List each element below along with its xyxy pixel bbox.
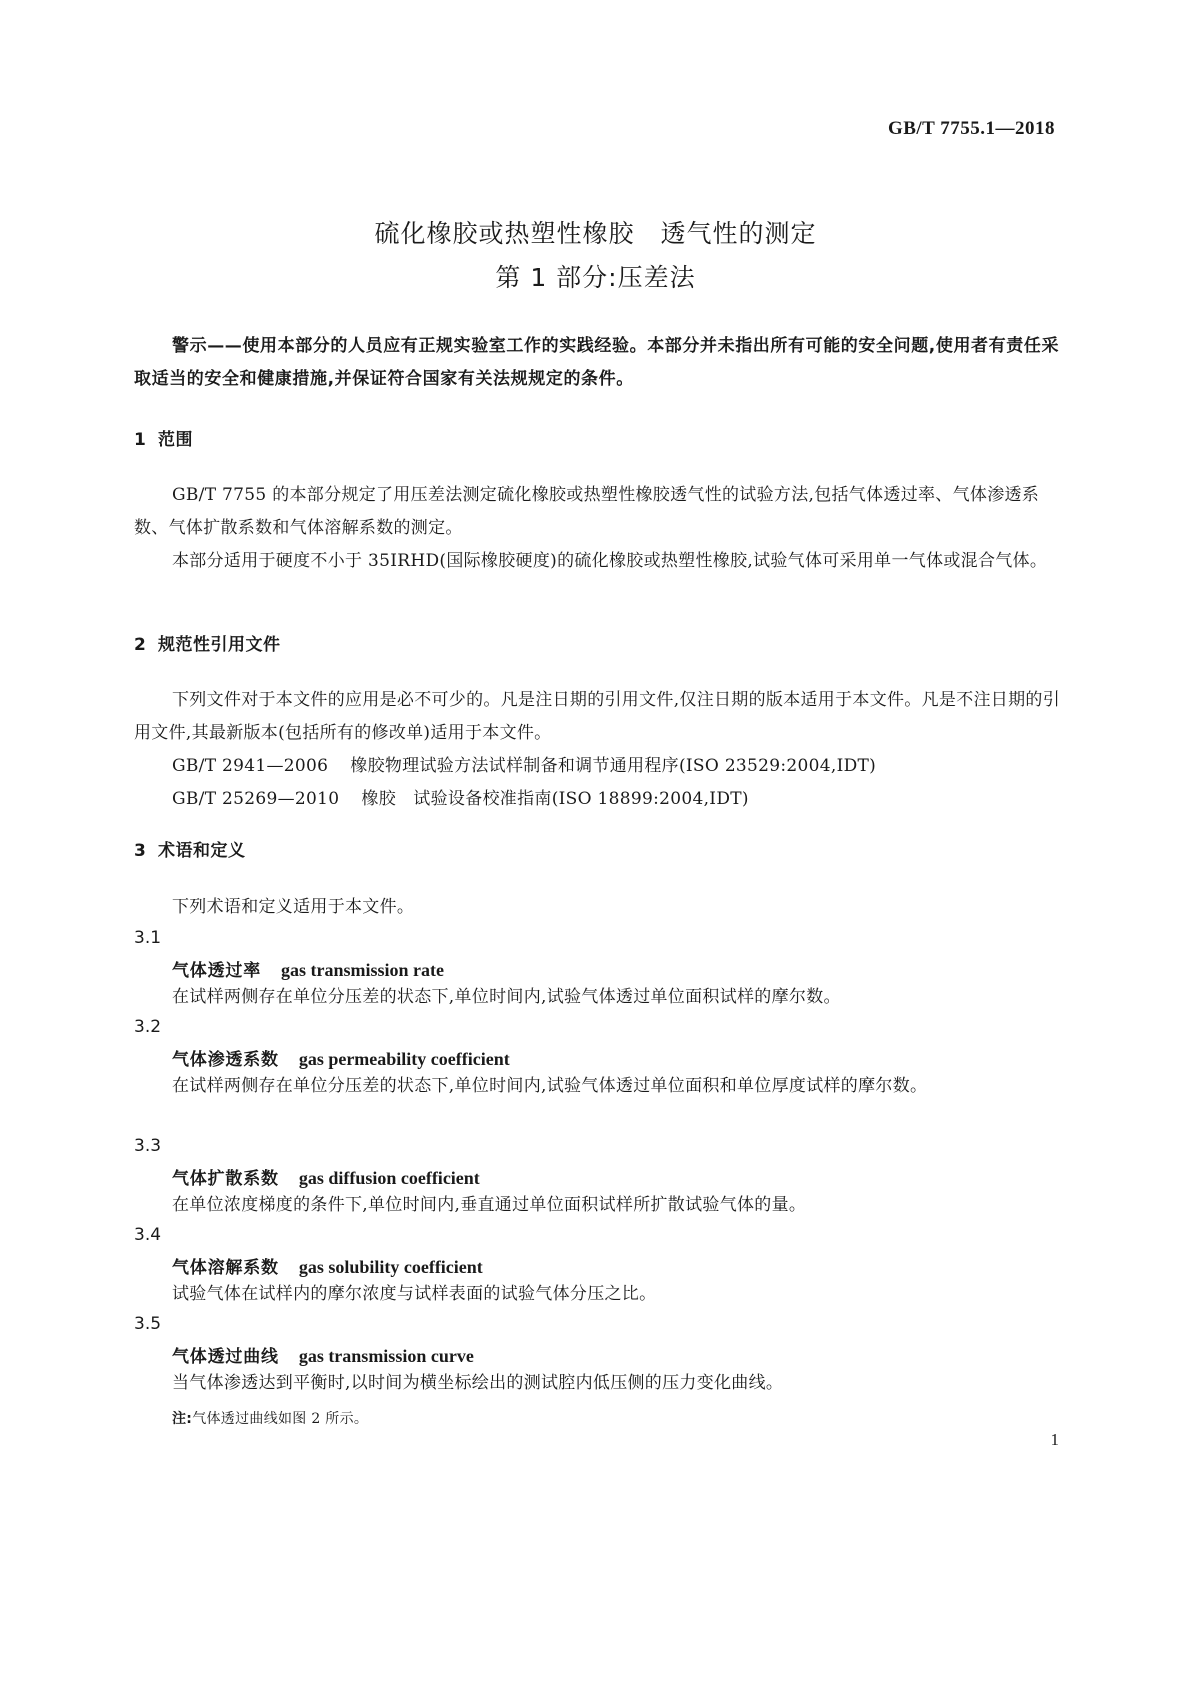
section-number: 3: [134, 841, 147, 861]
term-name-en: gas transmission curve: [298, 1346, 474, 1366]
section-number: 1: [134, 430, 147, 450]
warning-text: 警示——使用本部分的人员应有正规实验室工作的实践经验。本部分并未指出所有可能的安全问题,使用者有责任采取适当的安全和健康措施,并保证符合国家有关法规规定的条件。: [134, 336, 1060, 389]
section-title: 范围: [158, 430, 193, 450]
paragraph: 下列文件对于本文件的应用是必不可少的。凡是注日期的引用文件,仅注日期的版本适用于本文件。凡是不注日期的引用文件,其最新版本(包括所有的修改单)适用于本文件。: [134, 690, 1061, 743]
document-subtitle: 第 1 部分:压差法: [495, 263, 696, 292]
section-title: 术语和定义: [158, 841, 246, 861]
term-definition: 当气体渗透达到平衡时,以时间为横坐标绘出的测试腔内低压侧的压力变化曲线。: [172, 1373, 784, 1393]
term-title: [172, 956, 444, 981]
paragraph: 本部分适用于硬度不小于 35IRHD(国际橡胶硬度)的硫化橡胶或热塑性橡胶,试验气体可采用单一气体或混合气体。: [172, 551, 1048, 571]
term-definition: 试验气体在试样内的摩尔浓度与试样表面的试验气体分压之比。: [172, 1284, 657, 1304]
section-heading-terms-definitions: [134, 836, 246, 861]
section-title: 规范性引用文件: [158, 635, 281, 655]
term-number: 3.2: [134, 1017, 162, 1037]
reference-title: 橡胶物理试验方法试样制备和调节通用程序(ISO 23529:2004,IDT): [350, 756, 877, 776]
standard-code: GB/T 7755.1—2018: [887, 118, 1055, 139]
term-name-en: gas solubility coefficient: [298, 1257, 483, 1277]
term-name-zh: 气体溶解系数: [172, 1258, 279, 1278]
term-name-zh: 气体透过曲线: [172, 1347, 279, 1367]
term-number: 3.4: [134, 1225, 162, 1245]
section-body-normative-references: [134, 684, 1060, 816]
term-number: 3.3: [134, 1136, 162, 1156]
term-number: 3.5: [134, 1314, 162, 1334]
section-number: 2: [134, 635, 147, 655]
terms-intro: 下列术语和定义适用于本文件。: [172, 897, 415, 917]
reference-code: GB/T 2941—2006: [172, 756, 329, 776]
term-title: [172, 1253, 483, 1278]
section-body-scope: [134, 479, 1060, 578]
term-title: [172, 1164, 480, 1189]
term-definition: 在单位浓度梯度的条件下,单位时间内,垂直通过单位面积试样所扩散试验气体的量。: [172, 1195, 807, 1215]
term-name-zh: 气体透过率: [172, 961, 261, 981]
section-heading-normative-references: [134, 630, 281, 655]
reference-code: GB/T 25269—2010: [172, 789, 340, 809]
reference-title: 橡胶 试验设备校准指南(ISO 18899:2004,IDT): [361, 789, 749, 809]
note-text: 气体透过曲线如图 2 所示。: [192, 1411, 369, 1427]
term-title: [172, 1045, 510, 1070]
term-name-en: gas transmission rate: [281, 960, 444, 980]
term-name-zh: 气体渗透系数: [172, 1050, 279, 1070]
paragraph: GB/T 7755 的本部分规定了用压差法测定硫化橡胶或热塑性橡胶透气性的试验方法,包括气体透过率、气体渗透系数、气体扩散系数和气体溶解系数的测定。: [134, 485, 1040, 538]
term-definition: 在试样两侧存在单位分压差的状态下,单位时间内,试验气体透过单位面积试样的摩尔数。: [172, 987, 841, 1007]
reference-item: [134, 783, 1060, 816]
term-name-en: gas permeability coefficient: [298, 1049, 510, 1069]
term-note: [172, 1408, 368, 1428]
section-heading-scope: [134, 425, 193, 450]
term-name-en: gas diffusion coefficient: [298, 1168, 480, 1188]
document-title: 硫化橡胶或热塑性橡胶 透气性的测定: [374, 219, 817, 248]
page-number: 1: [1050, 1430, 1059, 1449]
note-label: 注:: [172, 1411, 193, 1427]
term-title: [172, 1342, 474, 1367]
term-name-zh: 气体扩散系数: [172, 1169, 279, 1189]
term-number: 3.1: [134, 928, 162, 948]
term-definition: 在试样两侧存在单位分压差的状态下,单位时间内,试验气体透过单位面积和单位厚度试样的摩尔数。: [172, 1076, 928, 1096]
reference-item: [134, 750, 1060, 783]
